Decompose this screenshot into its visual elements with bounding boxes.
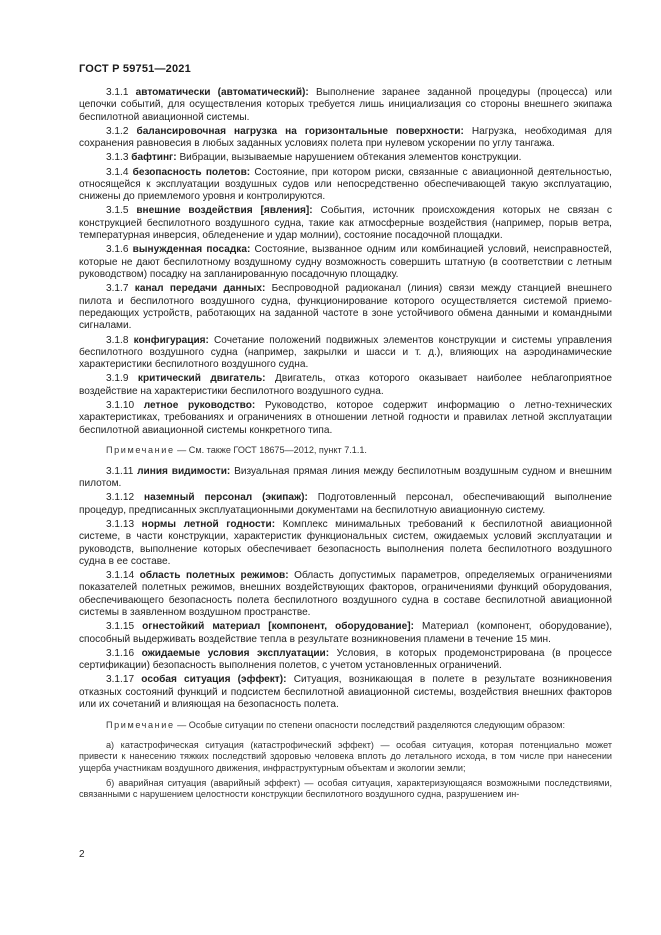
note-text: — Особые ситуации по степени опасности последствий разделяются следующим образом: — [174, 719, 566, 730]
document-body — [79, 87, 612, 804]
definition-paragraph — [79, 87, 612, 124]
note-subitem: а) катастрофическая ситуация (катастрофический эффект) — особая ситуация, которая потенциально может привести к нанесению тяжких последствий здоровью человека вплоть до летального исхода, в том числе при нанесении ущерба участникам воздушного движения, инфраструктурным объектам и экологии земли; — [79, 740, 612, 773]
definition-number: 3.1.1 — [106, 87, 129, 98]
definition-text: Подготовленный персонал, обеспечивающий выполнение процедур, предписанных эксплуатационными документами на беспилотную авиационную систему. — [79, 492, 612, 516]
definition-term: линия видимости: — [137, 465, 231, 477]
definition-term: критический двигатель: — [137, 373, 266, 385]
definition-number: 3.1.15 — [106, 621, 135, 633]
note-1 — [79, 445, 612, 457]
definition-paragraph — [79, 126, 612, 151]
definition-number: 3.1.6 — [106, 244, 129, 256]
definition-term: безопасность полетов: — [132, 166, 251, 178]
definitions-group-2 — [79, 466, 612, 712]
definition-paragraph — [79, 373, 612, 398]
page-number: 2 — [79, 849, 85, 860]
definition-term: огнестойкий материал [компонент, оборудование]: — [142, 621, 414, 633]
definition-text: Условия, в которых продемонстрирована (в процессе сертификации) безопасность выполнения полетов, с учетом установленных ограничений. — [79, 647, 612, 672]
note-text: — См. также ГОСТ 18675—2012, пункт 7.1.1. — [174, 445, 367, 456]
definition-text: Двигатель, отказ которого оказывает наиболее неблагоприятное воздействие на характеристики беспилотного воздушного судна. — [79, 373, 612, 397]
definition-paragraph — [79, 648, 612, 673]
definition-term: вынужденная посадка: — [132, 244, 251, 256]
document-header: ГОСТ Р 59751—2021 — [79, 63, 191, 75]
definition-paragraph — [79, 400, 612, 437]
definition-number: 3.1.3 — [106, 152, 129, 164]
definition-paragraph — [79, 205, 612, 242]
definition-number: 3.1.17 — [106, 674, 135, 686]
definition-text: Сочетание положений подвижных элементов конструкции и системы управления беспилотного воздушного судна (например, закрылки и шасси и т. д.), влияющих на аэродинамические характеристики беспилотного воздушного судна. — [79, 334, 613, 371]
definition-paragraph — [79, 492, 612, 517]
definition-number: 3.1.12 — [106, 492, 135, 504]
definition-text: Визуальная прямая линия между беспилотным воздушным судном и внешним пилотом. — [79, 465, 612, 490]
definition-number: 3.1.13 — [106, 518, 135, 530]
definition-term: автоматически (автоматический): — [135, 87, 309, 98]
definition-term: балансировочная нагрузка на горизонтальные поверхности: — [136, 125, 464, 137]
definition-paragraph — [79, 519, 612, 569]
definition-term: конфигурация: — [133, 334, 209, 346]
definition-term: наземный персонал (экипаж): — [143, 492, 308, 504]
definition-term: внешние воздействия [явления]: — [136, 205, 313, 217]
definition-term: область полетных режимов: — [139, 570, 289, 582]
definition-text: Нагрузка, необходимая для сохранения равновесия в любых заданных условиях полета при нулевом ускорении по углу тангажа. — [79, 125, 612, 150]
definition-term: нормы летной годности: — [141, 518, 276, 530]
definition-text: Комплекс минимальных требований к беспилотной авиационной системе, в части конструкции, характеристик функциональных систем, ожидаемых условий эксплуатации и руководств, выполнение которых обеспечивает безопасность выполнения полета беспилотного воздушного судна в ее составе. — [79, 518, 612, 567]
definition-paragraph — [79, 466, 612, 491]
definition-paragraph — [79, 244, 612, 281]
definition-term: летное руководство: — [143, 399, 256, 411]
note-subitem: б) аварийная ситуация (аварийный эффект) — особая ситуация, характеризующаяся возможными последствиями, связанными с нарушением целостности конструкции беспилотного воздушного судна, разрушением ин- — [79, 777, 612, 799]
definition-number: 3.1.8 — [106, 334, 129, 346]
definition-paragraph — [79, 152, 612, 164]
note-2 — [79, 720, 612, 732]
definition-number: 3.1.5 — [106, 205, 129, 217]
definition-text: Область допустимых параметров, определяемых ограничениями показателей полетных режимов, внешних воздействующих факторов, ограничениями функций оборудования, обеспечивающего безопасность полета беспилотного воздушного судна в составе беспилотной авиационной системы в заявленном воздушном пространстве. — [79, 570, 612, 619]
definition-paragraph — [79, 570, 612, 620]
definition-paragraph — [79, 674, 612, 711]
definition-number: 3.1.14 — [106, 570, 135, 582]
note-label: Примечание — [106, 445, 175, 456]
definition-term: особая ситуация (эффект): — [141, 674, 287, 686]
definition-text: Ситуация, возникающая в полете в результате возникновения отказных состояний функций и подсистем беспилотной авиационной системы, воздействия внешних факторов или их сочетаний и влияющая на безопасность полета. — [79, 674, 612, 711]
definition-text: Беспроводной радиоканал (линия) связи между станцией внешнего пилота и беспилотного воздушного судна, функционирование которого осуществляется системой приемо-передающих устройств, работающих на заданной частоте в зоне устойчивого обмена данными и командными сигналами. — [79, 283, 613, 332]
definitions-group-1 — [79, 87, 612, 437]
definition-number: 3.1.2 — [106, 125, 129, 137]
definition-text: Состояние, вызванное одним или комбинацией условий, неисправностей, которые не дают беспилотному воздушному судну возможность совершить штатную (в соответствии с летным руководством) посадку на запланированную посадочную площадку. — [79, 244, 612, 281]
definition-number: 3.1.10 — [106, 399, 135, 411]
definition-number: 3.1.7 — [106, 283, 129, 295]
definition-paragraph — [79, 283, 612, 333]
definition-text: Вибрации, вызываемые нарушением обтекания элементов конструкции. — [179, 152, 522, 164]
definition-paragraph — [79, 167, 612, 204]
definition-number: 3.1.16 — [106, 647, 135, 659]
definition-text: Материал (компонент, оборудование), способный выдерживать воздействие тепла в результате возникновения пламени в течение 15 мин. — [79, 621, 613, 645]
definition-paragraph — [79, 335, 612, 372]
definition-number: 3.1.4 — [106, 166, 129, 178]
definition-number: 3.1.11 — [106, 465, 134, 477]
definition-number: 3.1.9 — [106, 373, 129, 385]
definition-text: Руководство, которое содержит информацию о летно-технических характеристиках, требованиях и ограничениях в отношении летной годности и правилах летной эксплуатации беспилотной авиационной системы конкретного типа. — [79, 399, 613, 436]
note-subitems — [79, 740, 612, 800]
definition-text: События, источник происхождения которых не связан с конструкцией беспилотного воздушного судна, такие как атмосферные воздействия (например, порыв ветра, температурная инверсия, обледенение и удар молнии), состояние посадочной площадки. — [79, 205, 613, 242]
definition-text: Выполнение заранее заданной процедуры (процесса) или цепочки событий, для осуществления которых требуется лишь инициализация со стороны внешнего экипажа беспилотной авиационной системы. — [79, 87, 613, 123]
definition-paragraph — [79, 621, 612, 646]
note-label: Примечание — [106, 719, 175, 730]
definition-term: ожидаемые условия эксплуатации: — [141, 647, 330, 659]
definition-term: канал передачи данных: — [134, 283, 266, 295]
definition-text: Состояние, при котором риски, связанные с авиационной деятельностью, относящейся к эксплуатации воздушных судов или непосредственно обеспечивающей такую эксплуатацию, снижены до приемлемого уровня и контролируются. — [79, 166, 612, 203]
definition-term: бафтинг: — [131, 152, 177, 164]
